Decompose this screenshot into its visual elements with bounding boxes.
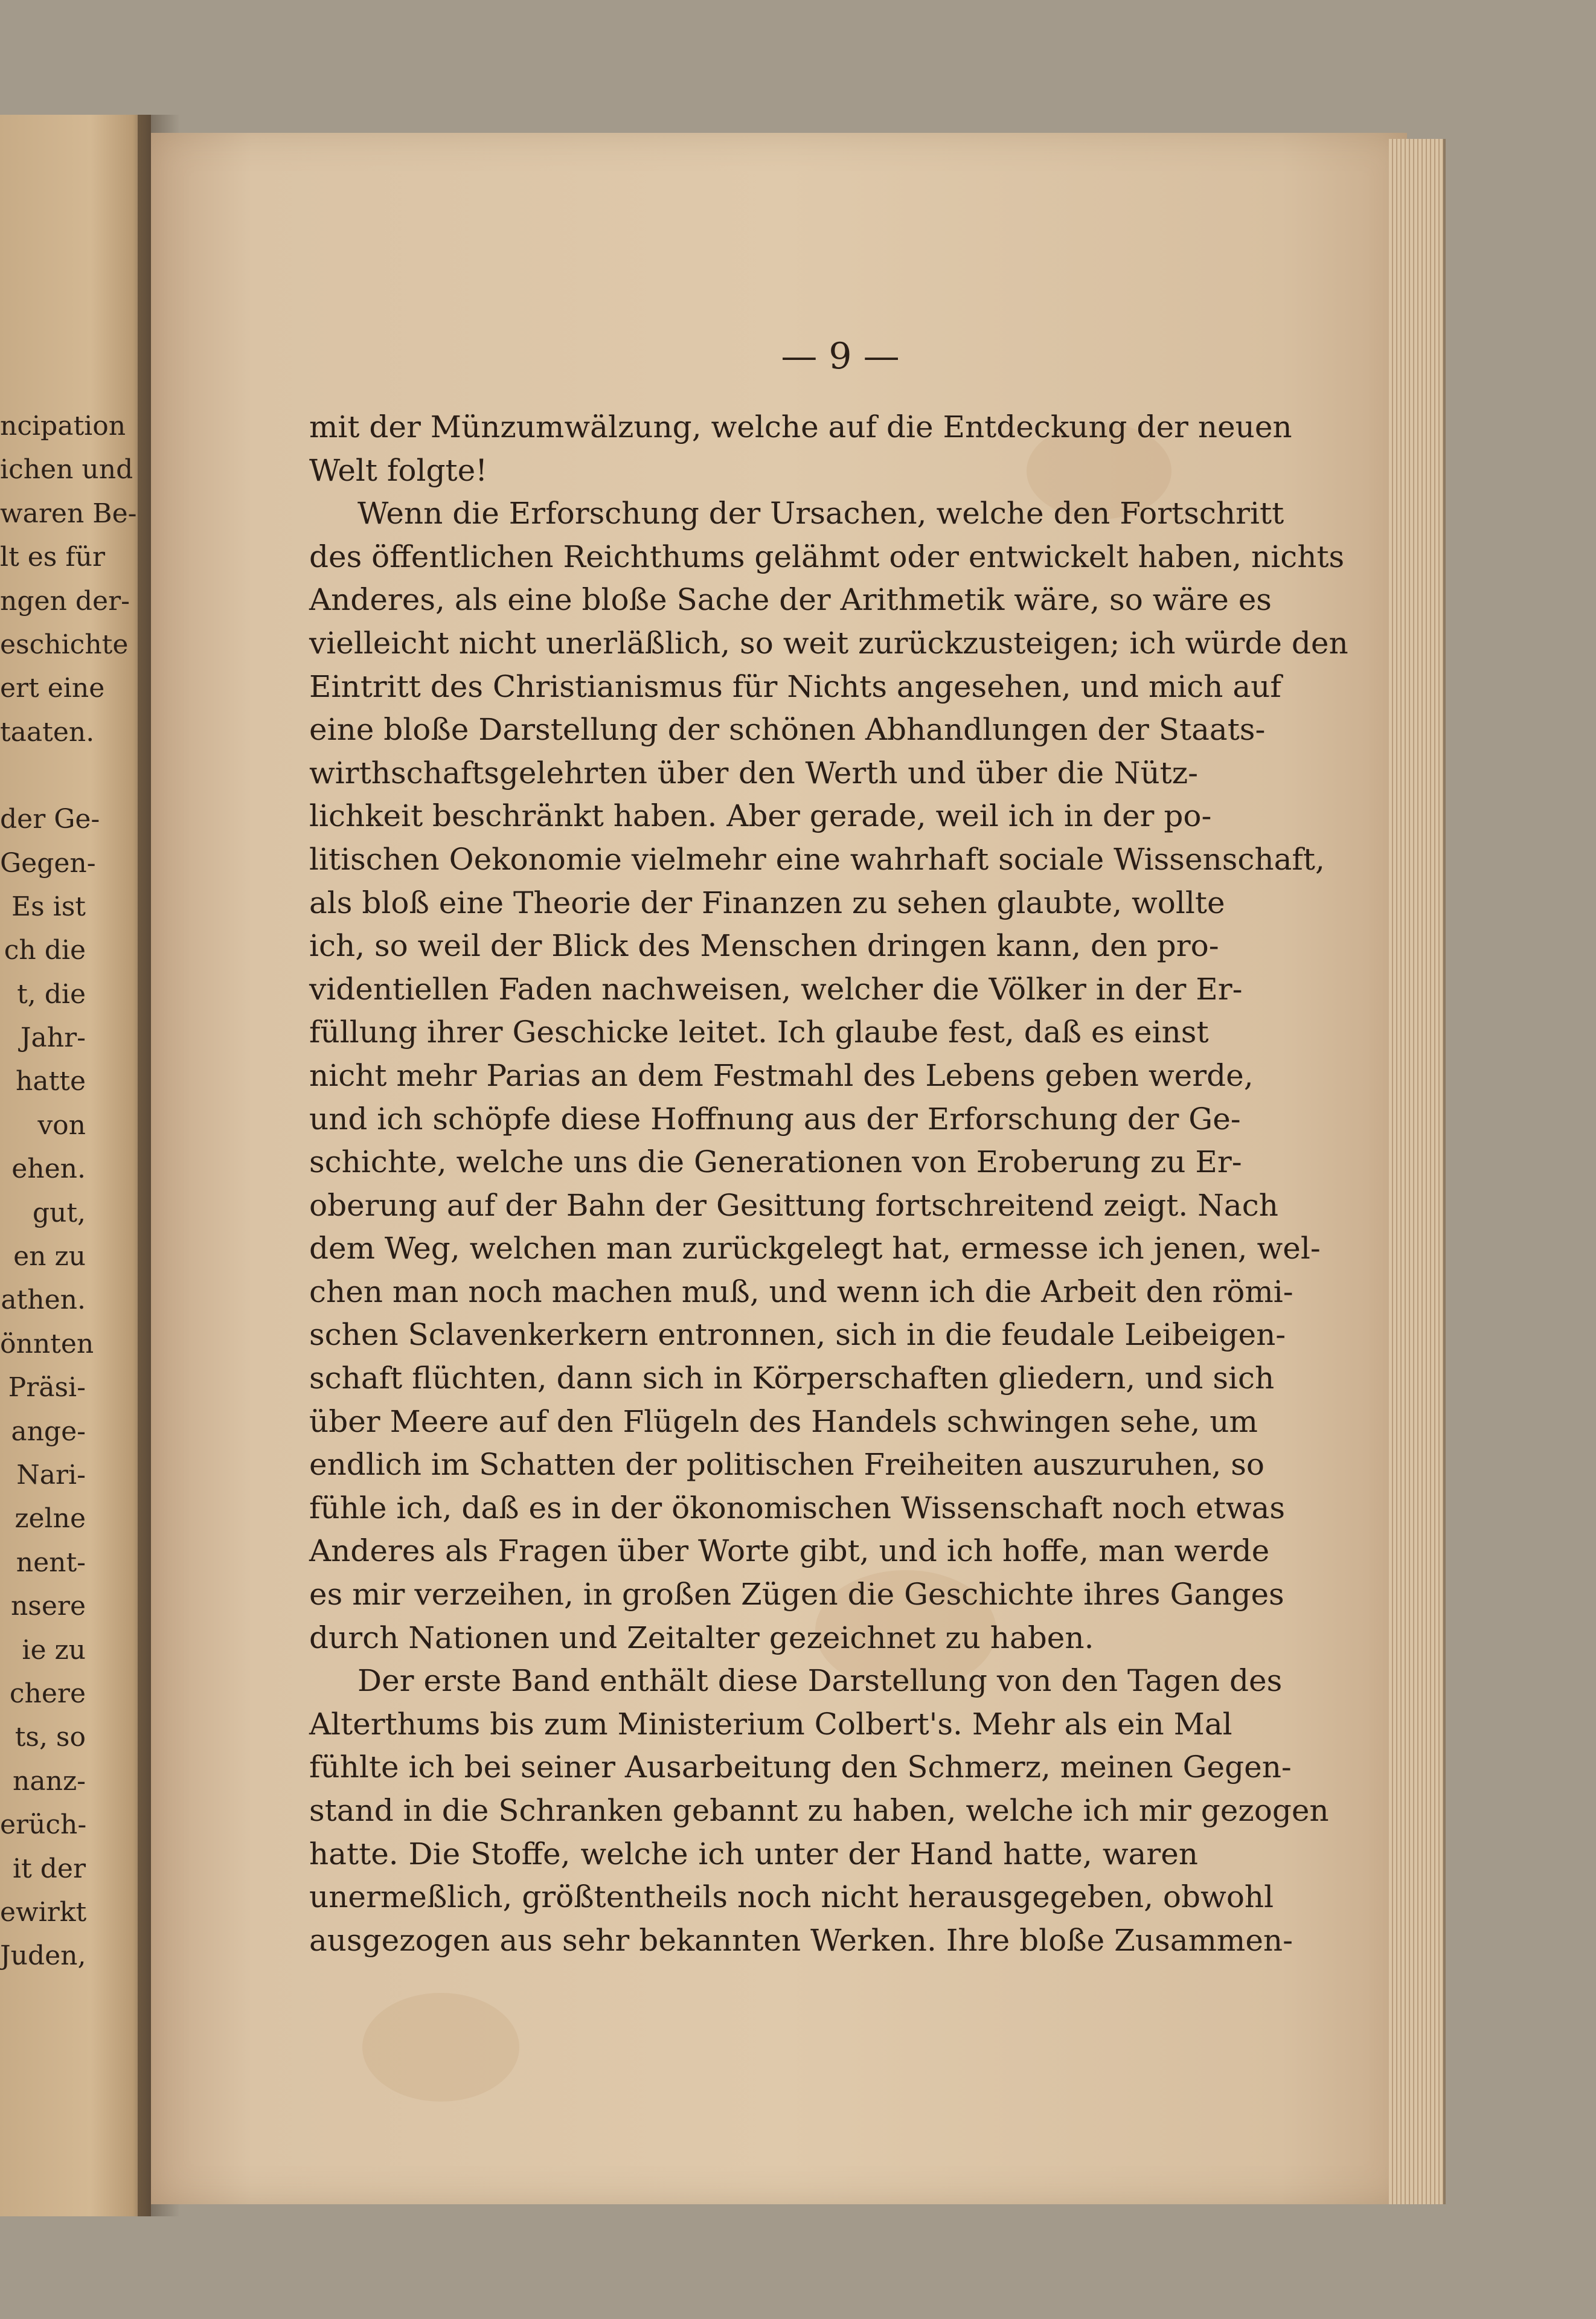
text-line: lichkeit beschränkt haben. Aber gerade, weil ich in der po-	[309, 798, 1212, 834]
text-line: stand in die Schranken gebannt zu haben, welche ich mir gezogen	[309, 1793, 1329, 1828]
left-page-line: t, die	[17, 978, 86, 1010]
left-page-line: athen.	[1, 1285, 86, 1316]
left-page-line: ert eine	[0, 673, 105, 704]
text-line: endlich im Schatten der politischen Freiheiten auszuruhen, so	[309, 1447, 1265, 1483]
page-number: — 9 —	[781, 335, 900, 377]
left-page-line: hatte	[16, 1066, 86, 1097]
text-line: Der erste Band enthält diese Darstellung von den Tagen des	[357, 1663, 1283, 1699]
text-line: Alterthums bis zum Ministerium Colbert's. Mehr als ein Mal	[309, 1706, 1232, 1742]
body-text	[309, 406, 1348, 1962]
text-line: über Meere auf den Flügeln des Handels schwingen sehe, um	[309, 1403, 1258, 1439]
text-line: videntiellen Faden nachweisen, welcher die Völker in der Er-	[309, 971, 1243, 1007]
left-page-line: waren Be-	[0, 498, 137, 529]
left-page-line: ewirkt	[0, 1896, 87, 1928]
left-page-line: ncipation	[0, 411, 126, 441]
text-line: des öffentlichen Reichthums gelähmt oder entwickelt haben, nichts	[309, 539, 1345, 574]
text-line: vielleicht nicht unerläßlich, so weit zurückzusteigen; ich würde den	[309, 625, 1348, 661]
text-line: Anderes als Fragen über Worte gibt, und ich hoffe, man werde	[309, 1533, 1270, 1569]
left-page-line: eschichte	[0, 629, 129, 660]
left-page-line: Nari-	[16, 1459, 86, 1490]
left-page-line: ngen der-	[0, 585, 130, 617]
left-page-line: lt es für	[0, 542, 106, 573]
left-page-line: nanz-	[13, 1765, 86, 1797]
left-page-line: Juden,	[0, 1940, 86, 1972]
left-page-line: nsere	[10, 1591, 86, 1622]
text-line: schichte, welche uns die Generationen von Eroberung zu Er-	[309, 1144, 1242, 1180]
text-line: ich, so weil der Blick des Menschen dringen kann, den pro-	[309, 928, 1219, 964]
text-line: ausgezogen aus sehr bekannten Werken. Ihre bloße Zusammen-	[309, 1922, 1293, 1958]
text-line: Anderes, als eine bloße Sache der Arithmetik wäre, so wäre es	[309, 582, 1272, 618]
left-page	[0, 115, 151, 2216]
text-line: Eintritt des Christianismus für Nichts angesehen, und mich auf	[309, 669, 1281, 704]
text-line: füllung ihrer Geschicke leitet. Ich glaube fest, daß es einst	[309, 1015, 1209, 1050]
left-page-gap	[0, 754, 145, 798]
left-page-line: ch die	[4, 935, 86, 966]
left-page-line: chere	[9, 1678, 86, 1709]
left-page-line: en zu	[13, 1241, 86, 1272]
page-edges	[1389, 139, 1446, 2204]
left-page-line: Gegen-	[0, 847, 96, 879]
text-line: litischen Oekonomie vielmehr eine wahrhaft sociale Wissenschaft,	[309, 841, 1325, 877]
text-line: wirthschaftsgelehrten über den Werth und über die Nütz-	[309, 755, 1198, 791]
left-page-line: it der	[13, 1853, 86, 1884]
left-page-line: ie zu	[22, 1634, 86, 1666]
text-line: schen Sclavenkerkern entronnen, sich in die feudale Leibeigen-	[309, 1317, 1286, 1353]
text-line: schaft flüchten, dann sich in Körperschaften gliedern, und sich	[309, 1361, 1275, 1396]
text-line: unermeßlich, größtentheils noch nicht herausgegeben, obwohl	[309, 1879, 1274, 1915]
text-line: eine bloße Darstellung der schönen Abhandlungen der Staats-	[309, 712, 1266, 748]
text-line: fühlte ich bei seiner Ausarbeitung den Schmerz, meinen Gegen-	[309, 1750, 1292, 1785]
text-line: nicht mehr Parias an dem Festmahl des Lebens geben werde,	[309, 1057, 1254, 1093]
text-line: mit der Münzumwälzung, welche auf die Entdeckung der neuen	[309, 409, 1292, 444]
page-stain	[362, 1993, 519, 2102]
left-page-line: ichen und	[0, 454, 133, 486]
left-page-line: Es ist	[11, 891, 86, 922]
left-page-line: ange-	[11, 1416, 86, 1447]
text-line: und ich schöpfe diese Hoffnung aus der Erforschung der Ge-	[309, 1101, 1241, 1137]
left-page-line: von	[37, 1109, 86, 1141]
text-line: hatte. Die Stoffe, welche ich unter der Hand hatte, waren	[309, 1836, 1198, 1872]
left-page-line: zelne	[14, 1503, 86, 1535]
text-line: als bloß eine Theorie der Finanzen zu sehen glaubte, wollte	[309, 885, 1225, 920]
text-line: durch Nationen und Zeitalter gezeichnet zu haben.	[309, 1620, 1094, 1655]
text-line: chen man noch machen muß, und wenn ich die Arbeit den römi-	[309, 1274, 1293, 1309]
text-line: dem Weg, welchen man zurückgelegt hat, ermesse ich jenen, wel-	[309, 1231, 1321, 1266]
left-page-line: erüch-	[0, 1809, 87, 1841]
text-line: Welt folgte!	[309, 452, 488, 488]
text-line: Wenn die Erforschung der Ursachen, welche den Fortschritt	[357, 496, 1284, 531]
left-page-line: Präsi-	[8, 1372, 86, 1403]
left-page-line: der Ge-	[0, 804, 100, 835]
left-page-line: nent-	[16, 1547, 86, 1578]
text-line: es mir verzeihen, in großen Zügen die Geschichte ihres Ganges	[309, 1577, 1284, 1612]
text-line: fühle ich, daß es in der ökonomischen Wissenschaft noch etwas	[309, 1490, 1285, 1525]
left-page-line: ehen.	[11, 1153, 86, 1185]
left-page-line: ts, so	[14, 1722, 86, 1753]
left-page-text	[0, 405, 145, 1978]
left-page-line: Jahr-	[20, 1022, 86, 1054]
left-page-line: gut,	[32, 1197, 86, 1228]
left-page-line: taaten.	[0, 716, 95, 748]
left-page-line: önnten	[0, 1328, 94, 1359]
text-line: oberung auf der Bahn der Gesittung fortschreitend zeigt. Nach	[309, 1187, 1278, 1223]
